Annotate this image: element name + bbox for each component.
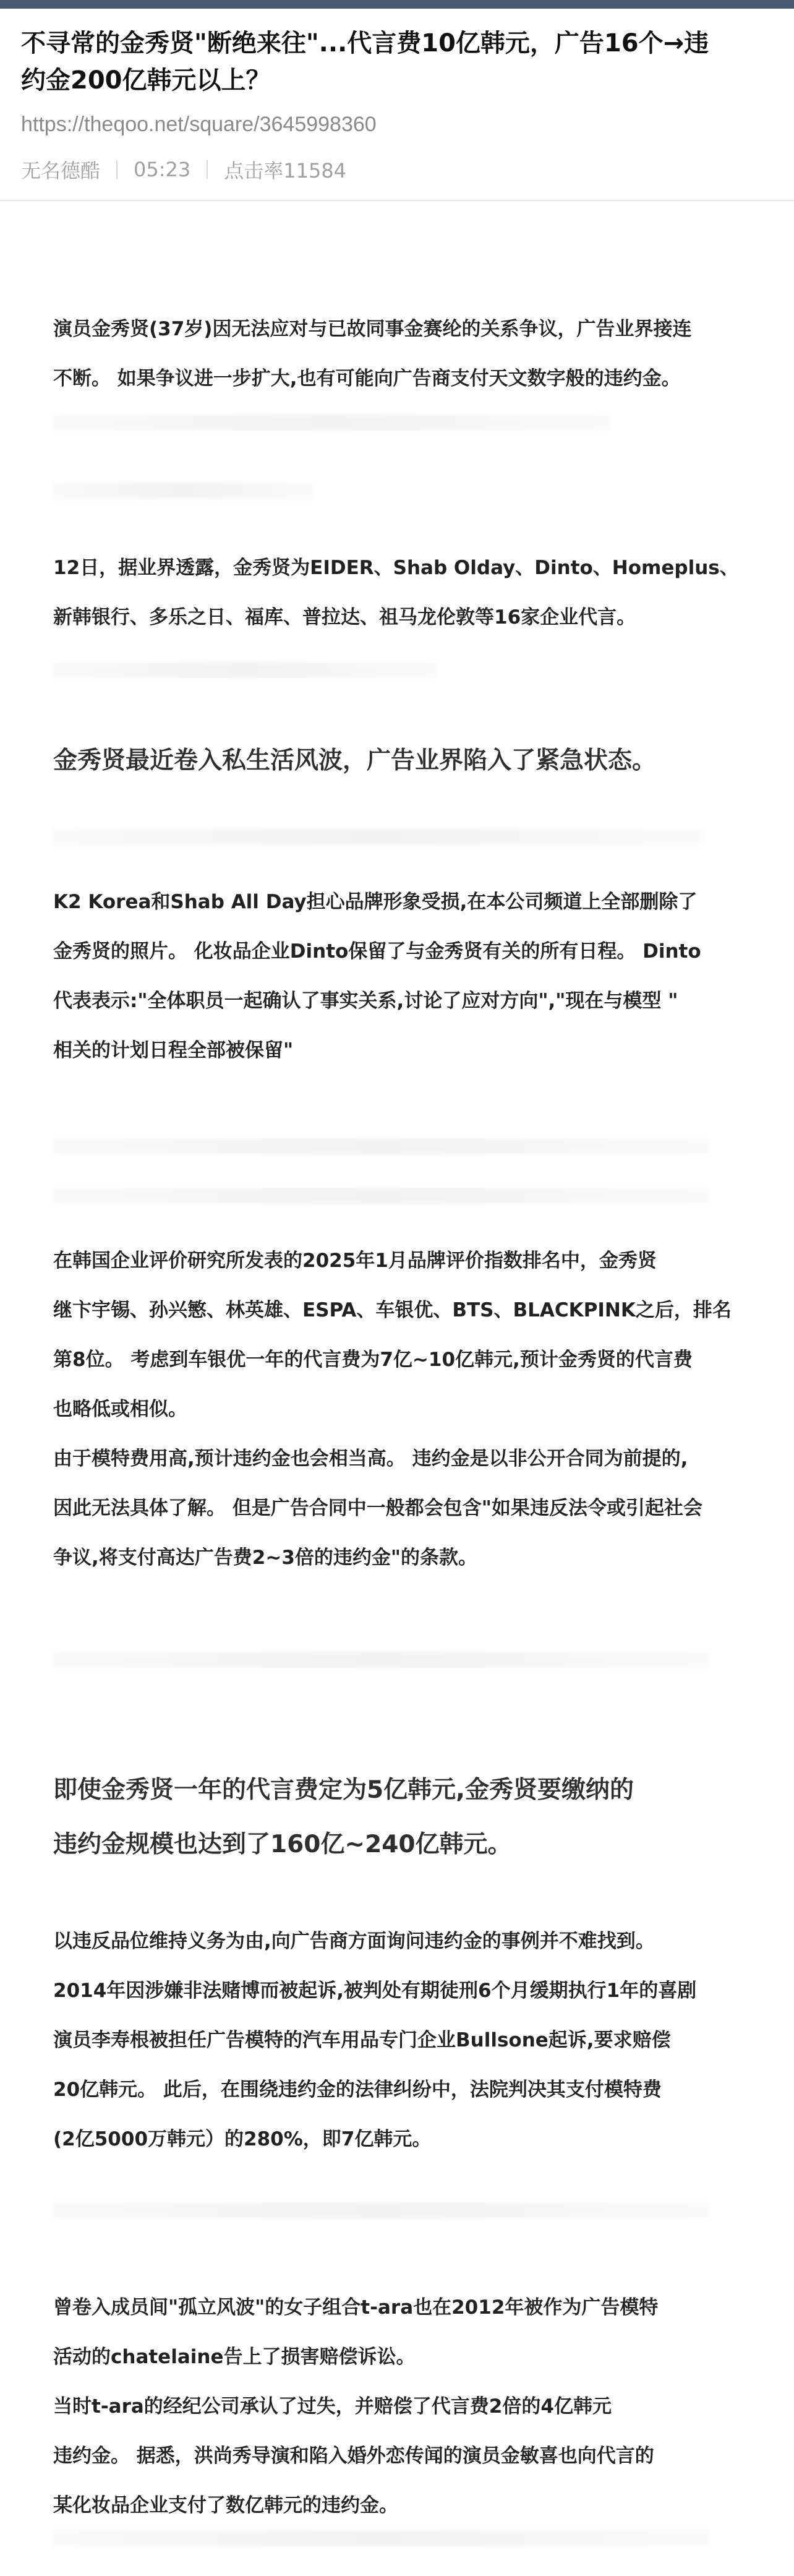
text-line: 第8位。 考虑到车银优一年的代言费为7亿~10亿韩元,预计金秀贤的代言费 <box>53 1349 693 1371</box>
text-line: 违约金。 据悉，洪尚秀导演和陷入婚外恋传闻的演员金敏喜也向代言的 <box>53 2445 654 2467</box>
view-count: 点击率11584 <box>224 159 347 182</box>
paragraph-7 <box>53 2283 757 2382</box>
text-line: 新韩银行、多乐之日、福库、普拉达、祖马龙伦敦等16家企业代言。 <box>53 606 636 629</box>
post-title-line-1: 不寻常的金秀贤"断绝来往"...代言费10亿韩元，广告16个→违 <box>21 29 709 58</box>
paragraph-6 <box>53 1917 757 2164</box>
scan-artifact <box>53 2202 709 2218</box>
text-line: 即使金秀贤一年的代言费定为5亿韩元,金秀贤要缴纳的 <box>53 1776 634 1804</box>
paragraph-3 <box>53 877 757 1075</box>
text-line: 演员李寿根被担任广告模特的汽车用品专门企业Bullsone起诉,要求赔偿 <box>53 2029 671 2051</box>
text-line: 由于模特费用高,预计违约金也会相当高。 违约金是以非公开合同为前提的, <box>53 1448 688 1470</box>
scan-artifact <box>53 662 437 678</box>
scan-artifact <box>53 414 610 431</box>
scan-artifact <box>53 829 702 845</box>
paragraph-1 <box>53 304 757 403</box>
post-time: 05:23 <box>134 158 191 181</box>
text-line: 20亿韩元。 此后，在围绕违约金的法律纠纷中，法院判决其支付模特费 <box>53 2079 662 2101</box>
text-line: 某化妆品企业支付了数亿韩元的违约金。 <box>53 2494 398 2517</box>
paragraph-2 <box>53 543 757 642</box>
paragraph-5 <box>53 1434 757 1582</box>
text-line: 在韩国企业评价研究所发表的2025年1月品牌评价指数排名中，金秀贤 <box>53 1250 657 1272</box>
post-title-line-2: 约金200亿韩元以上？ <box>21 66 271 95</box>
paragraph-8 <box>53 2382 757 2530</box>
scan-artifact <box>53 483 313 499</box>
text-line: 金秀贤最近卷入私生活风波，广告业界陷入了紧急状态。 <box>53 747 657 775</box>
text-line: 继卞宇锡、孙兴慜、林英雄、ESPA、车银优、BTS、BLACKPINK之后，排名 <box>53 1299 732 1321</box>
text-line: 因此无法具体了解。 但是广告合同中一般都会包含"如果违反法令或引起社会 <box>53 1497 702 1519</box>
lead-heading-1 <box>53 734 757 788</box>
text-line: (2亿5000万韩元）的280%，即7亿韩元。 <box>53 2128 432 2150</box>
scan-artifact <box>53 1652 709 1668</box>
text-line: 争议,将支付高达广告费2~3倍的违约金"的条款。 <box>53 1547 478 1569</box>
text-line: 活动的chatelaine告上了损害赔偿诉讼。 <box>53 2346 416 2368</box>
text-line: 不断。 如果争议进一步扩大,也有可能向广告商支付天文数字般的违约金。 <box>53 367 681 390</box>
text-line: 2014年因涉嫌非法赌博而被起诉,被判处有期徒刑6个月缓期执行1年的喜剧 <box>53 1980 697 2002</box>
text-line: 当时t-ara的经纪公司承认了过失，并赔偿了代言费2倍的4亿韩元 <box>53 2395 612 2418</box>
text-line: 12日，据业界透露，金秀贤为EIDER、Shab Olday、Dinto、Homeplus、 <box>53 557 739 579</box>
text-line: 相关的计划日程全部被保留" <box>53 1039 294 1062</box>
scan-artifact <box>53 1188 709 1204</box>
author-name[interactable]: 无名德酷 <box>21 159 101 182</box>
source-link[interactable]: https://theqoo.net/square/3645998360 <box>21 113 377 136</box>
paragraph-4 <box>53 1236 757 1434</box>
lead-heading-2 <box>53 1763 757 1872</box>
text-line: 代表表示:"全体职员一起确认了事实关系,讨论了应对方向","现在与模型 " <box>53 990 678 1012</box>
scan-artifact <box>53 1138 709 1154</box>
text-line: 曾卷入成员间"孤立风波"的女子组合t-ara也在2012年被作为广告模特 <box>53 2296 659 2319</box>
text-line: 以违反品位维持义务为由,向广告商方面询问违约金的事例并不难找到。 <box>53 1930 655 1952</box>
text-line: 违约金规模也达到了160亿~240亿韩元。 <box>53 1831 512 1858</box>
text-line: 演员金秀贤(37岁)因无法应对与已故同事金赛纶的关系争议，广告业界接连 <box>53 318 692 340</box>
text-line: 金秀贤的照片。 化妆品企业Dinto保留了与金秀贤有关的所有日程。 Dinto <box>53 940 701 963</box>
text-line: K2 Korea和Shab All Day担心品牌形象受损,在本公司频道上全部删除了 <box>53 891 698 913</box>
text-line: 也略低或相似。 <box>53 1398 187 1420</box>
scan-artifact <box>53 2530 709 2546</box>
